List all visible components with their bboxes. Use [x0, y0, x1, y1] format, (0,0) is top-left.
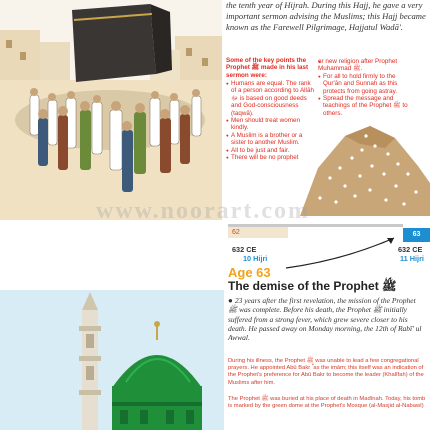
farewell-hajj-intro: the tenth year of Hijrah. During this Hajj, he gave a very important sermon advising the Muslims; this Hajj became known as the Farewell Pilgrimage, Hajjatul Wadā'.	[226, 0, 426, 32]
illness-paragraph: During his illness, the Prophet ﷺ was unable to lead a few congregational prayers. He appointed Abū Bakr ؓ as the imām; this itself was an indication of the Prophet's preference for Abū Bakr to become the leader (Khalīfah) of the Muslims after him.	[228, 358, 424, 386]
key-point: ● A Muslim is a brother or a sister to another Muslim.	[226, 132, 314, 147]
section-title: The demise of the Prophet ﷺ	[228, 279, 397, 293]
timeline-year-right: 632 CE	[398, 245, 423, 254]
watermark: www.noorart.com	[96, 198, 310, 224]
lead-text: 23 years after the first revelation, the mission of the Prophet ﷺ was complete. Before his death, the Prophet ﷺ initially suffered from a strong fever, which grew severe closer to his death. He passed away on Monday morning, the 12th of Rabī' ul Awwal.	[228, 296, 422, 343]
timeline-hijri-left: 10 Hijri	[243, 254, 268, 263]
page-number-right: 63	[403, 228, 430, 242]
green-dome-mosque-illustration	[0, 290, 224, 430]
key-point: ● Spread the message and teachings of the Prophet ﷺ to others.	[318, 95, 414, 117]
key-points-heading: Some of the key points the Prophet ﷺ made in his last sermon were:	[226, 57, 309, 79]
hajj-crowd-illustration	[0, 0, 222, 220]
key-point: ● All to be just and fair.	[226, 147, 314, 154]
key-point: ● There will be no prophet	[226, 154, 314, 161]
age-heading: Age 63	[228, 265, 271, 280]
key-point: ● For all to hold firmly to the Qur'ān and Sunnah as this protects from going astray.	[318, 73, 414, 95]
key-point: ● Men should treat women kindly.	[226, 117, 314, 132]
key-point: ● Humans are equal. The rank of a person according to Allāh ﷻ is based on good deeds and God-consciousness (taqwā).	[226, 80, 314, 117]
timeline-hijri-right: 11 Hijri	[400, 254, 424, 263]
timeline-year-left: 632 CE	[232, 245, 257, 254]
page-number-left: 62	[228, 227, 288, 238]
mount-arafat-illustration	[300, 108, 430, 216]
timeline-arrow-icon	[284, 232, 402, 272]
lead-paragraph	[228, 296, 426, 342]
burial-paragraph: The Prophet ﷺ was buried at his place of death in Madīnah. Today, his tomb is marked by the green dome at the Prophet's Mosque (al-Masjid al-Nabawī)	[228, 396, 426, 410]
bullet-icon: ●	[228, 296, 233, 305]
key-point: ● or new religion after Prophet Muhammad ﷺ.	[318, 58, 414, 73]
